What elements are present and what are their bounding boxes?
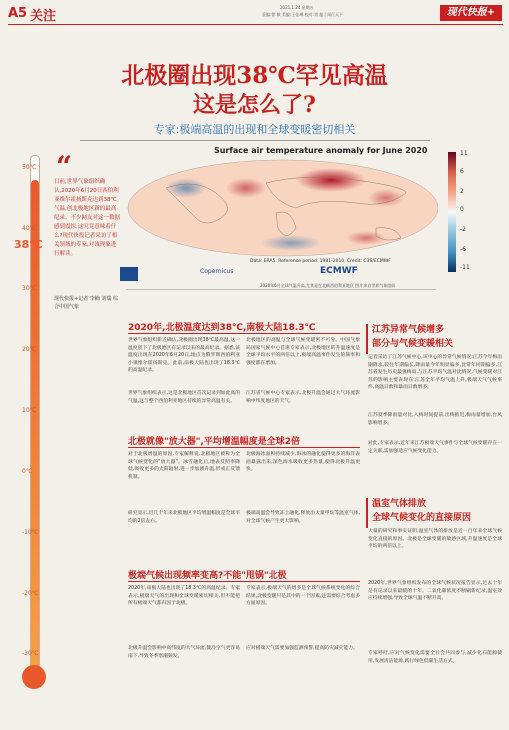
quote-mark-icon: “ [56, 150, 73, 183]
subtitle-rule [80, 140, 430, 141]
legend-label: -2 [460, 226, 466, 233]
intro-quote: 日前,世界气象组织确认,2020年6月20日西伯利亚维尔霍扬斯克达到38℃气温,创北极地区新的最高纪录。不少网友对这一数据感到震惊,这究竟意味着什么?现代快报记者采访了相关领域的专家,对该现象进行解读。 [54, 179, 121, 257]
eu-flag-icon [120, 267, 138, 281]
legend-label: -6 [460, 246, 466, 253]
article-paragraph: 世界气象组织表示,这是北极地区首次记录到如此高的气温,这与整个西伯利亚地区持续的异常高温有关。 [128, 391, 240, 404]
sidebar-accent-bar [366, 498, 368, 528]
sidebar-paragraph: 大量的研究和事实证明,温室气体的排放是近一百年来全球气候变化直接的原因。北极是全球变暖的敏感区域,升温速度是全球平均的两倍以上。 [368, 529, 502, 550]
tick-label: 50℃ [22, 164, 37, 171]
section-rule [128, 447, 360, 448]
sidebar-paragraph: 江苏夏季降雨量对比,入梅时间提前,出梅推迟,梅雨量增加,台风影响增多。 [368, 413, 502, 426]
article-paragraph: 专家表示,极端天气的增多是全球气候系统变化的综合结果,北极变暖只是其中的一个因素,还需要综合考虑多方面原因。 [246, 586, 360, 607]
brand-logo: 现代快报+ [440, 5, 502, 21]
section-heading: 北极就像"放大器",平均增温幅度是全球2倍 [128, 437, 301, 447]
article-paragraph: 世界气象组织新近确认,北极圈出现38℃最高温,这一温度创下了北极地区有记录以来的最高纪录。据悉,该温度出现在2020年6月20日,地点为俄罗斯西伯利亚小镇维尔霍扬斯克。此前,南极大陆也出现了18.3℃的高温纪录。 [128, 338, 240, 374]
tick-label: 10℃ [22, 407, 37, 414]
section-heading: 2020年,北极温度达到38℃,南极大陆18.3℃ [128, 323, 316, 333]
sidebar-heading: 江苏异常气候增多 [372, 325, 445, 335]
legend-label: 2 [460, 188, 464, 195]
article-paragraph: 北极升温会影响中高纬度的大气环流,使冷空气更容易南下,导致冬季寒潮频发。 [128, 646, 240, 659]
legend-label: 11 [460, 150, 468, 157]
ecmwf-logo: ECMWF [320, 266, 358, 276]
article-paragraph: 江苏省气候中心专家表示,北极升温会通过大气环流影响中纬度地区的天气。 [246, 391, 360, 404]
section-heading: 极端气候出现频率变高?不能"甩锅"北极 [128, 571, 287, 581]
tick-label: -30℃ [22, 650, 39, 657]
map-title: Surface air temperature anomaly for June 2020 [214, 146, 428, 155]
header-rule [8, 24, 503, 25]
copernicus-logo: Copernicus [200, 268, 234, 275]
article-paragraph: 北极海冰面积持续减少,海冰的融化使得更多的海洋表面暴露出来,深色海水吸收更多热量,使得北极升温更快。 [246, 452, 360, 473]
section-rule [128, 333, 360, 334]
article-paragraph: 2020年,南极大陆也出现了18.3℃的高温纪录。专家表示,极端天气的出现和全球变暖密切相关,但不能把所有极端天气都归因于北极。 [128, 586, 240, 607]
editor-line: 责编:徐 敏 美编:王佳琳 校对:刘 超 | 闻行天下 [262, 12, 344, 17]
tick-label: 30℃ [22, 285, 37, 292]
map-caption: 2020年6月全球气温升高,尤其是在北极西伯利亚地区 图片来自世界气象组织 [260, 283, 396, 288]
caption-rule [126, 289, 436, 290]
subheadline: 专家:极端高温的出现和全球变暖密切相关 [153, 123, 356, 136]
legend-label: 6 [460, 168, 464, 175]
section-rule [128, 581, 360, 582]
sidebar-paragraph: 记者采访了江苏气候中心,该中心的异常气候情况:江苏今年梅雨期降水,较往年期偏长,降雨量今年明显偏多,比常年同期偏多,江苏省发生历史最强梅雨,与江苏平均气温对比情况,气候变暖对江苏的影响主要表现在:江苏全年平均气温上升,极端天气气候事件,高温日数和暴雨日数增多。 [368, 355, 502, 391]
sidebar-heading: 部分与气候变暖相关 [372, 339, 454, 349]
headline-line2: 这是怎么了? [193, 92, 316, 118]
sidebar-accent-bar [366, 324, 368, 354]
tick-label: 0℃ [22, 468, 33, 475]
article-paragraph: 对于北极增温的原因,专家解释说,北极地区被称为全球气候变化的"放大器"。冰雪融化后,地表反照率降低,吸收更多的太阳辐射,进一步加剧升温,形成正反馈机制。 [128, 452, 240, 480]
tick-label: -10℃ [22, 529, 39, 536]
sidebar-paragraph: 2020年,世界气象组织发布的全球气候状况报告显示,过去十年是有记录以来最暖的十年。二氧化碳浓度不断刷新纪录,温室效应持续增强,导致全球气温不断升高。 [368, 581, 502, 602]
highlight-temperature: 38℃ [14, 238, 43, 251]
sidebar-heading: 全球气候变化的直接原因 [372, 513, 472, 523]
tick-label: 40℃ [22, 225, 37, 232]
legend-label: -11 [460, 264, 470, 271]
temperature-anomaly-map [126, 158, 441, 258]
map-legend [446, 150, 506, 280]
section-number: A5 [8, 6, 28, 21]
headline-line1: 北极圈出现38℃罕见高温 [121, 62, 388, 89]
article-paragraph: 极端高温会导致冻土融化,释放出大量甲烷等温室气体,对全球气候产生更大影响。 [246, 511, 360, 524]
thermometer-scale [18, 150, 46, 715]
byline: 现代快报+记者 李楠 刘瑞 综合中国气象 [54, 296, 118, 310]
sidebar-heading: 温室气体排放 [372, 499, 427, 509]
article-paragraph: 应对极端天气需要加强监测预警,提高防灾减灾能力。 [246, 646, 358, 651]
tick-label: -20℃ [22, 590, 39, 597]
cold-anomaly [166, 178, 206, 198]
section-name: 关注 [30, 9, 57, 24]
sidebar-paragraph: 专家呼吁,应对气候变化需要全社会共同参与,减少化石能源使用,发展清洁能源,践行绿色低碳生活方式。 [368, 651, 502, 664]
article-paragraph: 研究显示,近几十年来北极地区平均增温幅度是全球平均的2倍左右。 [128, 511, 240, 524]
sidebar-paragraph: 对此,专家表示,近年来江苏极端天气事件与全球气候变暖存在一定关联,需加强适应气候变化能力。 [368, 441, 502, 454]
tick-label: 20℃ [22, 346, 37, 353]
date-line: 2021.1.24 星期五 [280, 5, 314, 10]
article-paragraph: 北极地区的高温与全球气候变暖密不可分。中国气象局国家气候中心首席专家表示,北极地区的升温速度是全球平均水平的两倍以上,极端高温事件发生的频率和强度都在增加。 [246, 338, 360, 366]
map-source: Data: ERA5. Reference period: 1981-2010. Credit: C3S/ECMWF [250, 259, 391, 264]
legend-label: 0 [460, 206, 464, 213]
